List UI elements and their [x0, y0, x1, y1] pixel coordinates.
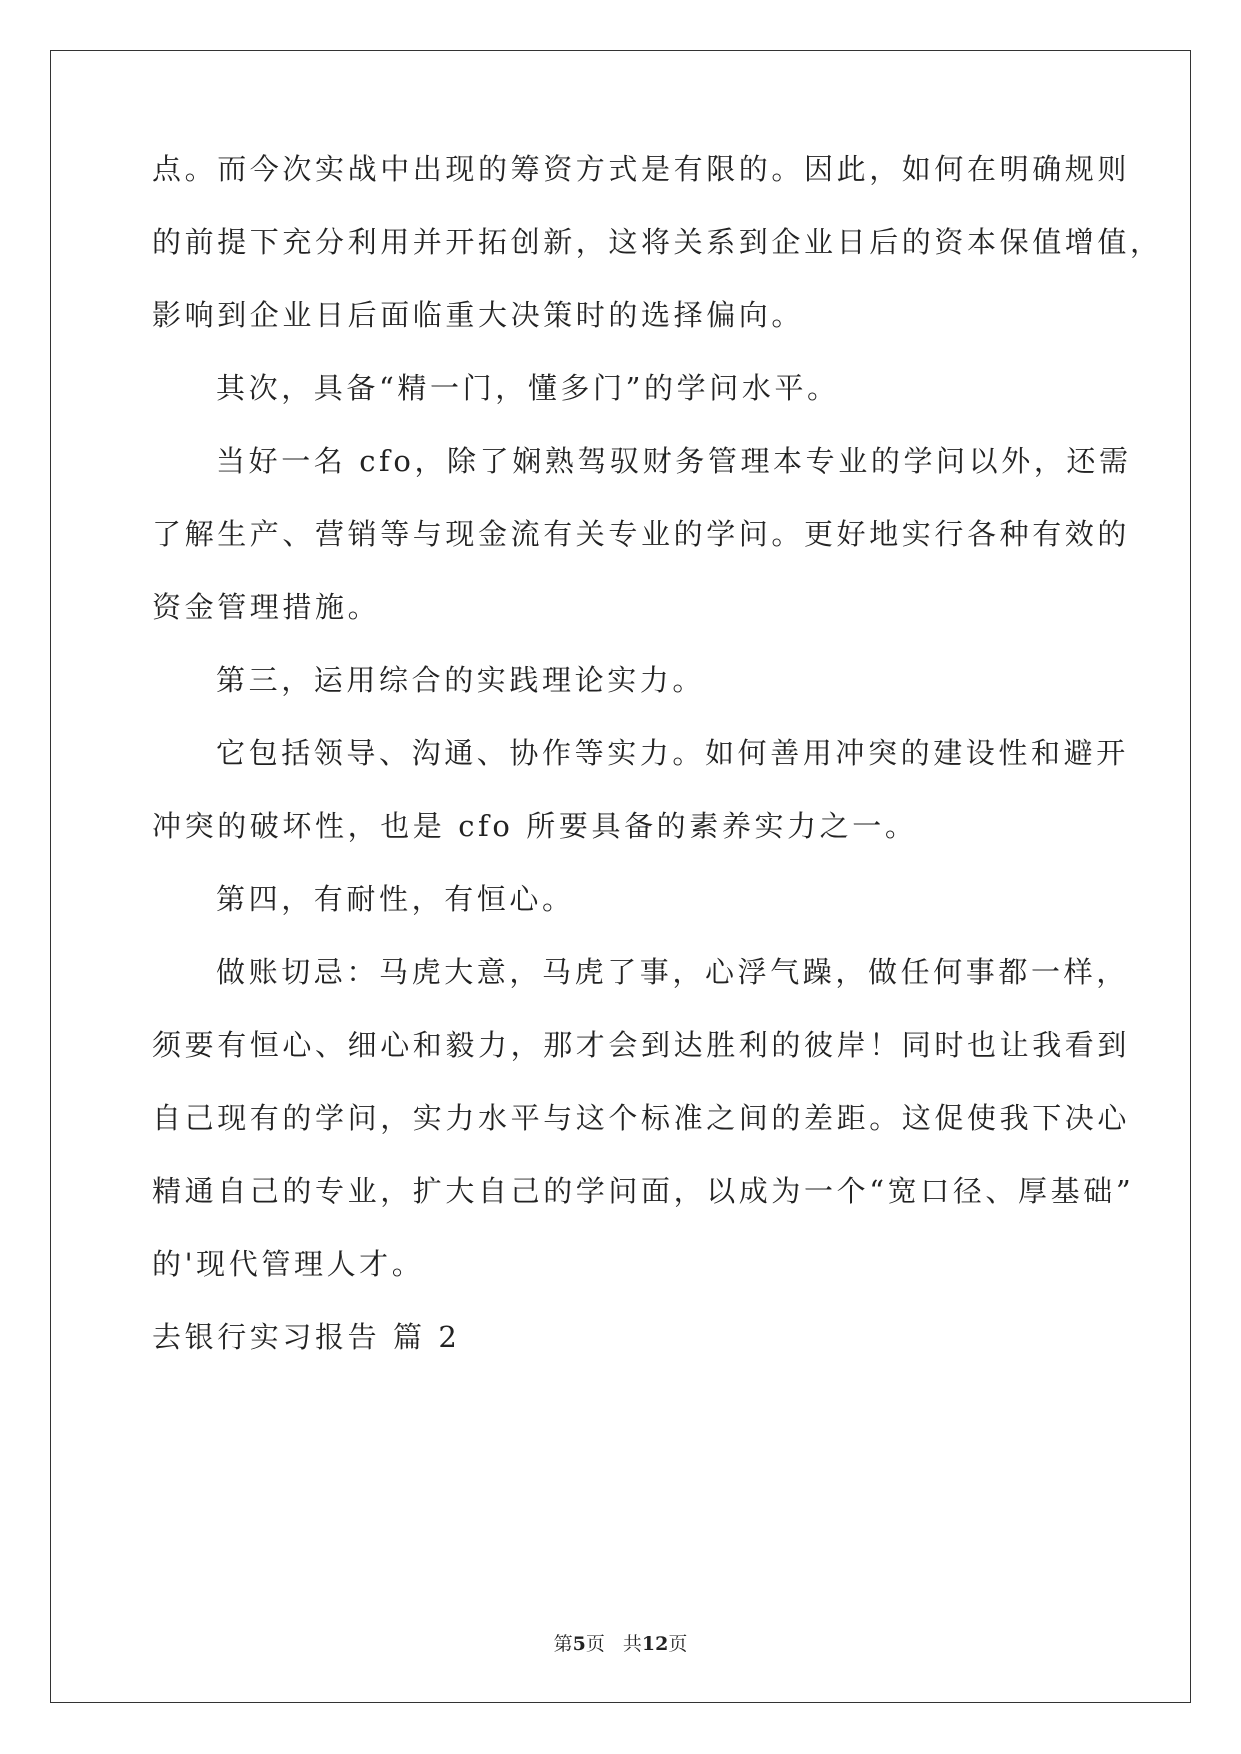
body-line-6: 了解生产、营销等与现金流有关专业的学问。更好地实行各种有效的 — [152, 517, 1131, 551]
body-line-13: 须要有恒心、细心和毅力，那才会到达胜利的彼岸！同时也让我看到 — [152, 1028, 1131, 1062]
footer-total-word: 页 — [668, 1633, 688, 1655]
body-line-16: 的'现代管理人才。 — [152, 1247, 425, 1281]
current-page-number: 5 — [572, 1633, 586, 1655]
section-heading-third: 第三，运用综合的实践理论实力。 — [216, 663, 706, 697]
section-heading-second: 其次，具备“精一门，懂多门”的学问水平。 — [216, 371, 840, 405]
body-line-12: 做账切忌：马虎大意，马虎了事，心浮气躁，做任何事都一样， — [216, 955, 1129, 989]
article-title: 去银行实习报告 篇 2 — [152, 1320, 461, 1354]
footer-page-word: 页 — [585, 1633, 605, 1655]
body-line-14: 自己现有的学问，实力水平与这个标准之间的差距。这促使我下决心 — [152, 1101, 1131, 1135]
body-line-10: 冲突的破坏性，也是 cfo 所要具备的素养实力之一。 — [152, 809, 918, 843]
page-number-footer — [0, 1632, 1241, 1656]
body-line-7: 资金管理措施。 — [152, 590, 381, 624]
body-line-1: 点。而今次实战中出现的筹资方式是有限的。因此，如何在明确规则 — [152, 152, 1131, 186]
body-line-15: 精通自己的专业，扩大自己的学问面，以成为一个“宽口径、厚基础” — [152, 1174, 1135, 1208]
body-line-2: 的前提下充分利用并开拓创新，这将关系到企业日后的资本保值增值， — [152, 225, 1163, 259]
footer-prefix: 第 — [553, 1633, 573, 1655]
section-heading-fourth: 第四，有耐性，有恒心。 — [216, 882, 575, 916]
body-line-9: 它包括领导、沟通、协作等实力。如何善用冲突的建设性和避开 — [216, 736, 1129, 770]
footer-total-prefix: 共 — [622, 1633, 642, 1655]
body-line-3: 影响到企业日后面临重大决策时的选择偏向。 — [152, 298, 805, 332]
body-line-5: 当好一名 cfo，除了娴熟驾驭财务管理本专业的学问以外，还需 — [216, 444, 1132, 478]
total-pages-number: 12 — [641, 1633, 669, 1655]
